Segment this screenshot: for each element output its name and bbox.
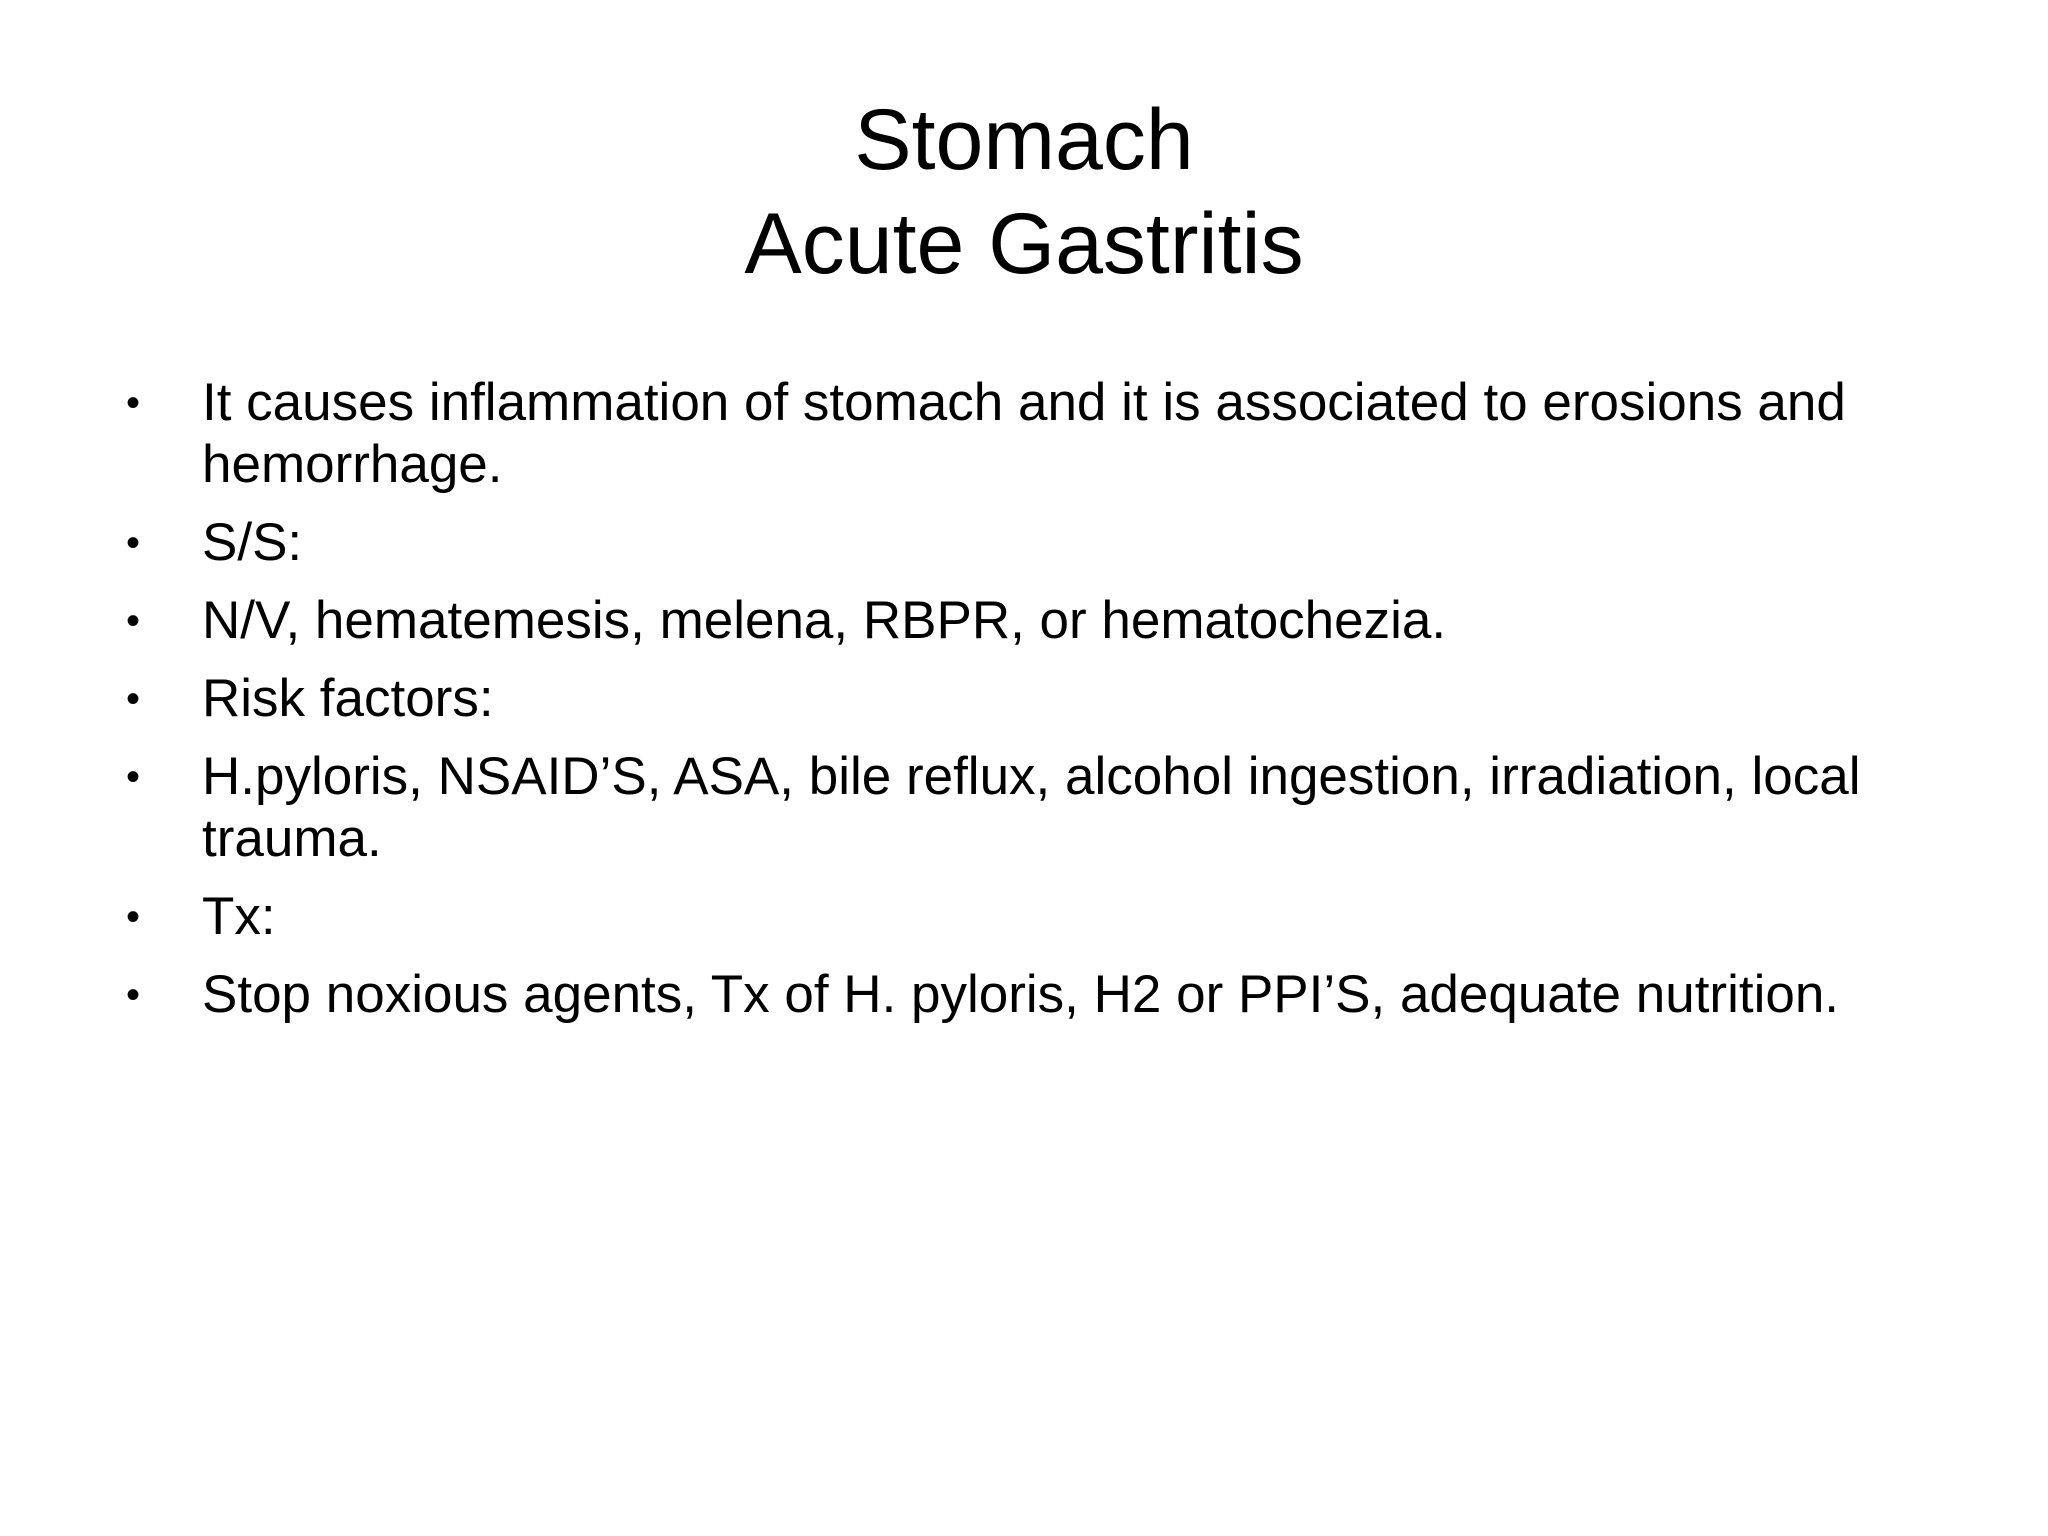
bullet-item-risk-factors xyxy=(120,746,1950,870)
slide-title xyxy=(0,88,2048,296)
bullet-item-signs-symptoms xyxy=(120,590,1950,652)
bullet-text: Risk factors: xyxy=(202,669,494,728)
title-line-stomach: Stomach xyxy=(854,92,1194,188)
bullet-text: It causes inflammation of stomach and it is associated to erosions and hemorrhage. xyxy=(202,373,1846,494)
bullet-item-treatment xyxy=(120,964,1950,1026)
bullet-text: H.pyloris, NSAID’S, ASA, bile reflux, alcohol ingestion, irradiation, local trauma. xyxy=(202,747,1861,868)
bullet-dot-icon: • xyxy=(126,895,141,939)
bullet-text: N/V, hematemesis, melena, RBPR, or hematochezia. xyxy=(202,591,1447,650)
bullet-text: Stop noxious agents, Tx of H. pyloris, H2 or PPI’S, adequate nutrition. xyxy=(202,965,1840,1024)
bullet-dot-icon: • xyxy=(126,677,141,721)
bullet-item-risk-factors-heading xyxy=(120,668,1950,730)
bullet-dot-icon: • xyxy=(126,381,141,425)
bullet-list xyxy=(120,372,1950,1042)
bullet-dot-icon: • xyxy=(126,755,141,799)
bullet-item-definition xyxy=(120,372,1950,496)
title-line-acute-gastritis: Acute Gastritis xyxy=(744,196,1304,292)
bullet-item-signs-symptoms-heading xyxy=(120,512,1950,574)
bullet-text: S/S: xyxy=(202,513,303,572)
bullet-text: Tx: xyxy=(202,887,276,946)
bullet-dot-icon: • xyxy=(126,973,141,1017)
bullet-item-treatment-heading xyxy=(120,886,1950,948)
bullet-dot-icon: • xyxy=(126,599,141,643)
bullet-dot-icon: • xyxy=(126,521,141,565)
